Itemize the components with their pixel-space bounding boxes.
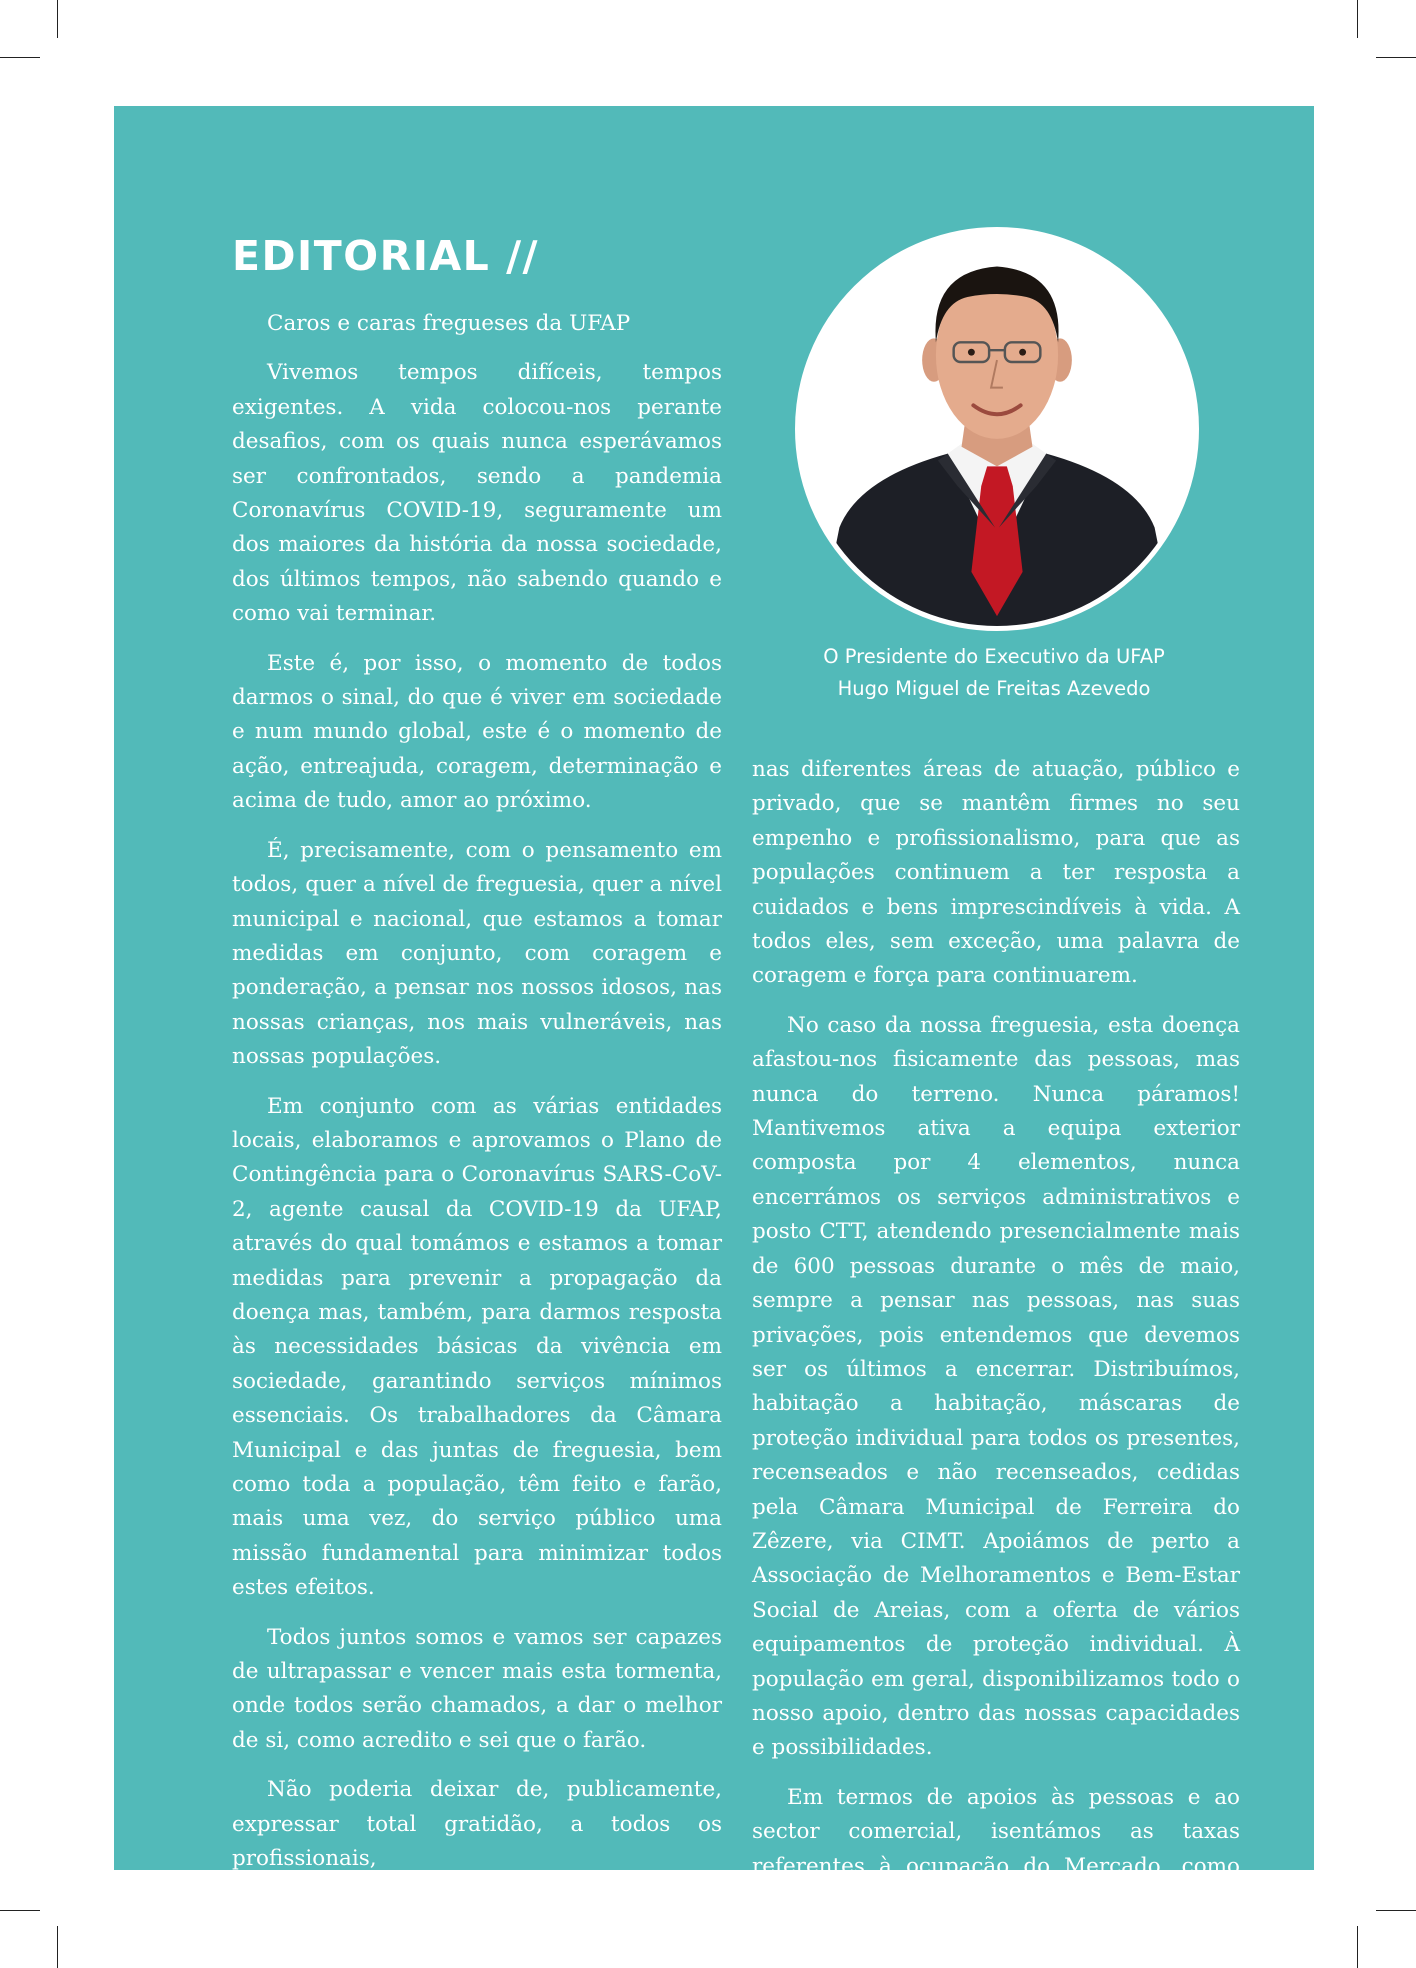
paragraph: Vivemos tempos difíceis, tempos exigentes. A vida colocou-nos perante desafios, com os quais nunca esperávamos ser confrontados, sendo a pandemia Coronavírus COVID-19, seguramente um dos maiores da história da nossa sociedade, dos últimos tempos, não sabendo quando e como vai terminar. bbox=[232, 360, 722, 627]
paragraph: nas diferentes áreas de atuação, público e privado, que se mantêm firmes no seu empenho e profissionalismo, para que as populações continuem a ter resposta a cuidados e bens imprescindíveis à vida. A todos eles, sem exceção, uma palavra de coragem e força para continuarem. bbox=[752, 757, 1240, 989]
paragraph: Este é, por isso, o momento de todos darmos o sinal, do que é viver em sociedade e num mundo global, este é o momento de ação, entreajuda, coragem, determinação e acima de tudo, amor ao próximo. bbox=[232, 650, 722, 814]
crop-mark bbox=[0, 1910, 40, 1911]
photo-caption bbox=[754, 641, 1234, 705]
crop-mark bbox=[1357, 0, 1358, 38]
crop-mark bbox=[57, 1926, 58, 1968]
crop-mark bbox=[1376, 57, 1416, 58]
paragraph: Em conjunto com as várias entidades locais, elaboramos e aprovamos o Plano de Contingência para o Coronavírus SARS-CoV-2, agente causal da COVID-19 da UFAP, através do qual tomámos e estamos a tomar medidas para prevenir a propagação da doença mas, também, para darmos resposta às necessidades básicas da vivência em sociedade, garantindo serviços mínimos essenciais. Os trabalhadores da Câmara Municipal e das juntas de freguesia, bem como toda a população, têm feito e farão, mais uma vez, do serviço público uma missão fundamental para minimizar todos estes efeitos. bbox=[232, 1093, 722, 1601]
crop-mark bbox=[1376, 1910, 1416, 1911]
caption-name: Hugo Miguel de Freitas Azevedo bbox=[837, 677, 1151, 700]
caption-title: O Presidente do Executivo da UFAP bbox=[823, 645, 1165, 668]
crop-mark bbox=[1357, 1926, 1358, 1968]
paragraph: No caso da nossa freguesia, esta doença afastou-nos fisicamente das pessoas, mas nunca do terreno. Nunca páramos! Mantivemos ativa a equipa exterior composta por 4 elementos, nunca encerrámos os serviços administrativos e posto CTT, atendendo presencialmente mais de 600 pessoas durante o mês de maio, sempre a pensar nas pessoas, nas suas privações, pois entendemos que devemos ser os últimos a encerrar. Distribuímos, habitação a habitação, máscaras de proteção individual para todos os presentes, recenseados e não recenseados, cedidas pela Câmara Municipal de Ferreira do Zêzere, via CIMT. Apoiámos de perto a Associação de Melhoramentos e Bem-Estar Social de Areias, com a oferta de vários equipamentos de proteção individual. À população em geral, disponibilizamos todo o nosso apoio, dentro das nossas capacidades e possibilidades. bbox=[752, 1012, 1240, 1761]
president-portrait bbox=[795, 227, 1199, 631]
paragraph: Caros e caras fregueses da UFAP bbox=[267, 311, 631, 336]
paragraph: Não poderia deixar de, publicamente, expressar total gratidão, a todos os profissionais, bbox=[232, 1777, 722, 1872]
editorial-heading: EDITORIAL // bbox=[232, 232, 540, 280]
paragraph: Em termos de apoios às pessoas e ao sector comercial, isentámos as taxas referentes à ocupação do Mercado, como forma de estímulo e bbox=[752, 1784, 1240, 1913]
editorial-panel bbox=[114, 106, 1314, 1913]
paragraph: Todos juntos somos e vamos ser capazes de ultrapassar e vencer mais esta tormenta, onde todos serão chamados, a dar o melhor de si, como acredito e sei que o farão. bbox=[232, 1624, 722, 1753]
crop-mark bbox=[0, 57, 40, 58]
crop-mark bbox=[57, 0, 58, 38]
left-text-column bbox=[232, 307, 722, 1891]
portrait-illustration bbox=[800, 232, 1194, 626]
right-text-column bbox=[752, 753, 1240, 1933]
paragraph: É, precisamente, com o pensamento em todos, quer a nível de freguesia, quer a nível municipal e nacional, que estamos a tomar medidas em conjunto, com coragem e ponderação, a pensar nos nossos idosos, nas nossas crianças, nos mais vulneráveis, nas nossas populações. bbox=[232, 837, 722, 1070]
